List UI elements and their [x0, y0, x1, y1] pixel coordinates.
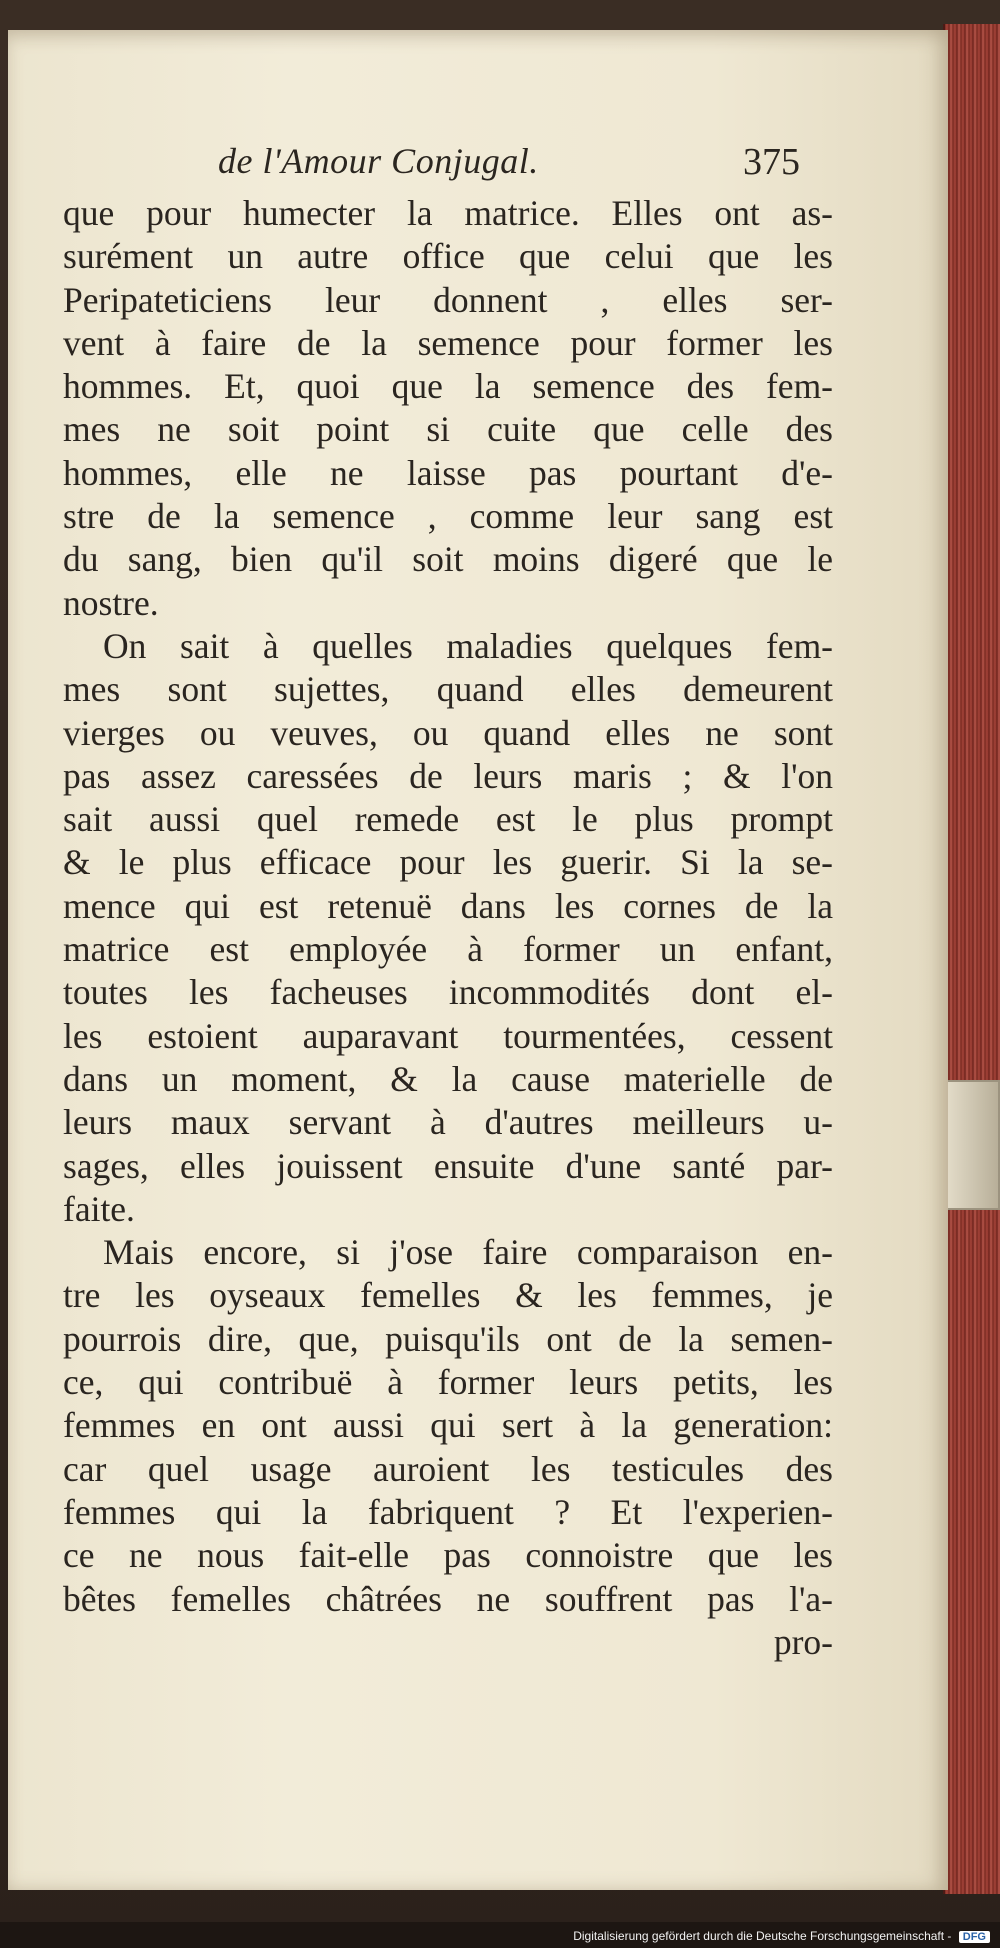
text-line: sages, elles jouissent ensuite d'une santé par-: [63, 1145, 833, 1186]
text-line: que pour humecter la matrice. Elles ont as-: [63, 193, 833, 233]
text-line: sait aussi quel remede est le plus prompt: [63, 799, 833, 840]
running-head-title: de l'Amour Conjugal.: [218, 141, 539, 181]
text-line: pro-: [773, 1621, 833, 1662]
footer-bar: [0, 1922, 1000, 1948]
text-line: mes ne soit point si cuite que celle des: [63, 409, 833, 450]
text-line: mence qui est retenuë dans les cornes de la: [63, 885, 833, 926]
page-number: 375: [743, 141, 800, 183]
book-page-edges: [943, 24, 1000, 1894]
text-line: les estoient auparavant tourmentées, cessent: [63, 1015, 833, 1056]
text-line: hommes, elle ne laisse pas pourtant d'e-: [63, 452, 833, 493]
footer-credit: [569, 1927, 994, 1945]
text-line: matrice est employée à former un enfant,: [63, 929, 833, 970]
text-line: car quel usage auroient les testicules des: [63, 1448, 833, 1489]
text-line: femmes en ont aussi qui sert à la generation:: [63, 1405, 833, 1446]
text-line: bêtes femelles châtrées ne souffrent pas l'a-: [63, 1578, 833, 1619]
text-line: vierges ou veuves, ou quand elles ne sont: [63, 712, 833, 753]
text-line: ce ne nous fait-elle pas connoistre que les: [63, 1535, 833, 1576]
text-line: On sait à quelles maladies quelques fem-: [103, 625, 833, 666]
running-head: [8, 140, 948, 200]
text-line: hommes. Et, quoi que la semence des fem-: [63, 366, 833, 407]
text-line: pas assez caressées de leurs maris ; & l'on: [63, 755, 833, 796]
text-line: surément un autre office que celui que les: [63, 236, 833, 277]
text-line: mes sont sujettes, quand elles demeurent: [63, 669, 833, 710]
text-line: leurs maux servant à d'autres meilleurs u-: [63, 1102, 833, 1143]
text-line: nostre.: [63, 582, 159, 623]
text-line: tre les oyseaux femelles & les femmes, je: [63, 1275, 833, 1316]
text-line: vent à faire de la semence pour former les: [63, 322, 833, 363]
text-line: du sang, bien qu'il soit moins digeré que le: [63, 539, 833, 580]
text-line: pourrois dire, que, puisqu'ils ont de la semen-: [63, 1318, 833, 1359]
text-line: Peripateticiens leur donnent , elles ser-: [63, 279, 833, 320]
text-line: dans un moment, & la cause materielle de: [63, 1058, 833, 1099]
text-line: & le plus efficace pour les guerir. Si la se-: [63, 842, 833, 883]
text-line: faite.: [63, 1188, 135, 1229]
text-line: toutes les facheuses incommodités dont el-: [63, 972, 833, 1013]
text-line: stre de la semence , comme leur sang est: [63, 496, 833, 537]
footer-credit-text: Digitalisierung gefördert durch die Deutsche Forschungsgemeinschaft -: [573, 1929, 952, 1943]
text-line: ce, qui contribuë à former leurs petits, les: [63, 1362, 833, 1403]
body-text: [63, 192, 833, 1664]
text-line: femmes qui la fabriquent ? Et l'experien-: [63, 1491, 833, 1532]
dfg-logo: DFG: [959, 1931, 990, 1943]
text-line: Mais encore, si j'ose faire comparaison en-: [103, 1232, 833, 1273]
book-page: [8, 30, 948, 1890]
